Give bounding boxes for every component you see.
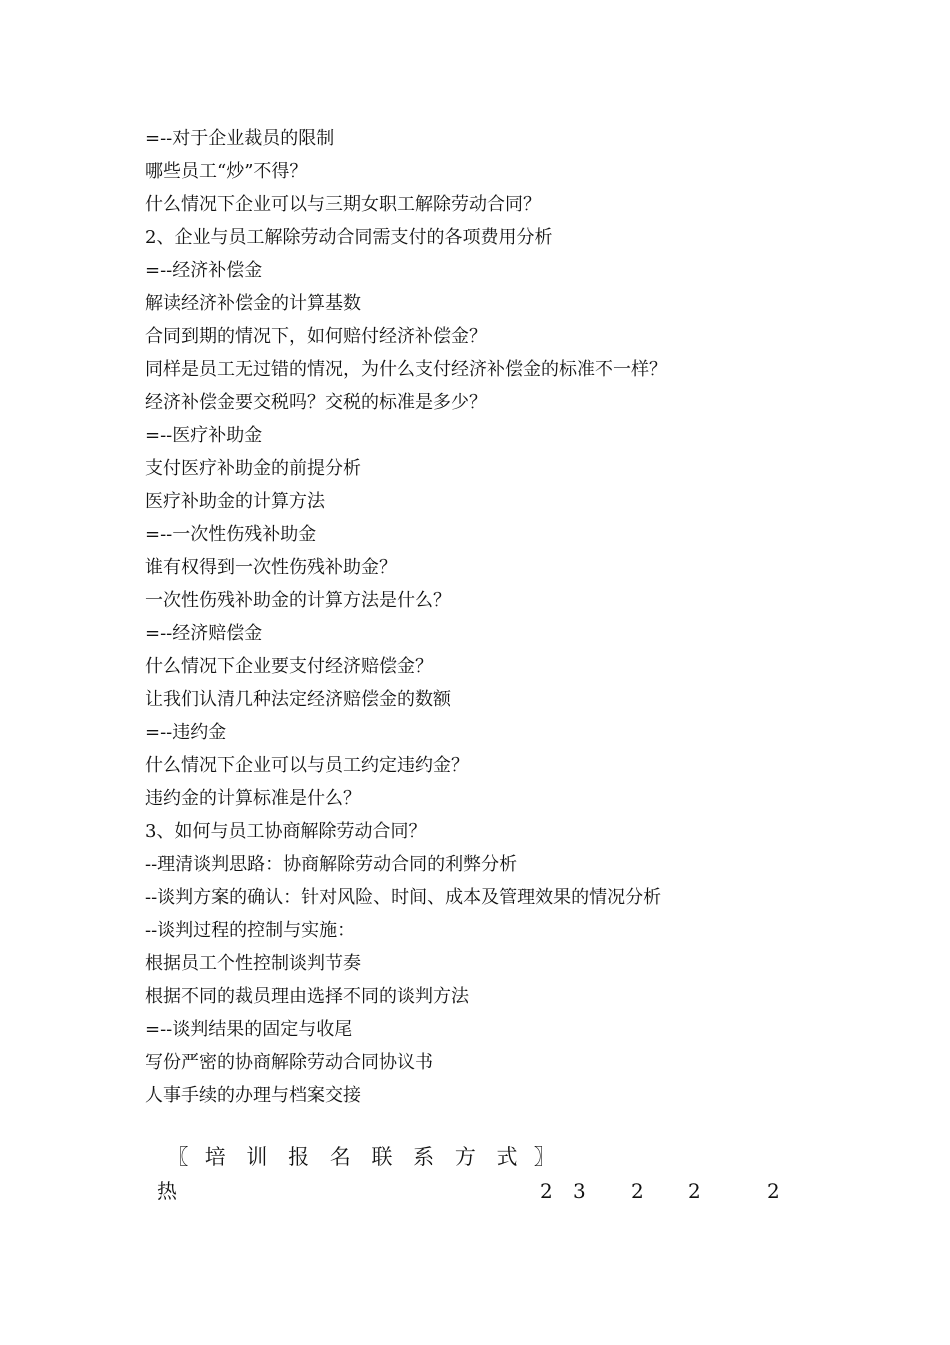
document-body: [145, 122, 865, 1112]
text-line: =--经济赔偿金: [145, 623, 263, 644]
text-line: =--医疗补助金: [145, 425, 263, 446]
text-line: 什么情况下企业可以与三期女职工解除劳动合同？: [145, 194, 541, 215]
text-line: 谁有权得到一次性伤残补助金？: [145, 557, 397, 578]
text-line: =--谈判结果的固定与收尾: [145, 1019, 353, 1040]
text-line: 经济补偿金要交税吗？交税的标准是多少？: [145, 392, 487, 413]
text-line: 解读经济补偿金的计算基数: [145, 293, 361, 314]
text-line: =--对于企业裁员的限制: [145, 128, 335, 149]
text-line: 医疗补助金的计算方法: [145, 491, 325, 512]
text-line: 什么情况下企业可以与员工约定违约金？: [145, 755, 469, 776]
close-bracket: 〗: [533, 1145, 555, 1169]
text-line: 违约金的计算标准是什么？: [145, 788, 361, 809]
text-line: =--经济补偿金: [145, 260, 263, 281]
hotline-label: 热: [157, 1179, 177, 1203]
heading-char: 名: [329, 1145, 351, 1169]
section-heading: 2、企业与员工解除劳动合同需支付的各项费用分析: [145, 227, 553, 248]
text-line: 人事手续的办理与档案交接: [145, 1085, 361, 1106]
text-line: 根据员工个性控制谈判节奏: [145, 953, 361, 974]
heading-char: 系: [413, 1145, 435, 1169]
heading-char: 联: [371, 1145, 393, 1169]
text-line: 根据不同的裁员理由选择不同的谈判方法: [145, 986, 469, 1007]
text-line: --理清谈判思路：协商解除劳动合同的利弊分析: [145, 854, 518, 875]
text-line: 支付医疗补助金的前提分析: [145, 458, 361, 479]
heading-char: 培: [204, 1145, 226, 1169]
hotline-digit: 2: [767, 1179, 780, 1203]
text-line: 一次性伤残补助金的计算方法是什么？: [145, 590, 451, 611]
text-line: =--违约金: [145, 722, 227, 743]
text-line: 同样是员工无过错的情况，为什么支付经济补偿金的标准不一样？: [145, 359, 667, 380]
contact-heading: [165, 1141, 557, 1171]
text-line: 写份严密的协商解除劳动合同协议书: [145, 1052, 433, 1073]
hotline-digit: 2: [540, 1179, 553, 1203]
hotline-digit: 2: [631, 1179, 644, 1203]
text-line: --谈判过程的控制与实施：: [145, 920, 356, 941]
heading-char: 方: [454, 1145, 476, 1169]
heading-char: 训: [246, 1145, 268, 1169]
text-line: 哪些员工“炒”不得？: [145, 161, 308, 182]
heading-char: 报: [288, 1145, 310, 1169]
text-line: 合同到期的情况下，如何赔付经济补偿金？: [145, 326, 487, 347]
open-bracket: 〖: [167, 1145, 189, 1169]
section-heading: 3、如何与员工协商解除劳动合同？: [145, 821, 427, 842]
heading-char: 式: [496, 1145, 518, 1169]
hotline-digit: 3: [573, 1179, 586, 1203]
hotline-digit: 2: [688, 1179, 701, 1203]
text-line: 什么情况下企业要支付经济赔偿金？: [145, 656, 433, 677]
text-line: --谈判方案的确认：针对风险、时间、成本及管理效果的情况分析: [145, 887, 662, 908]
text-line: 让我们认清几种法定经济赔偿金的数额: [145, 689, 451, 710]
text-line: =--一次性伤残补助金: [145, 524, 317, 545]
